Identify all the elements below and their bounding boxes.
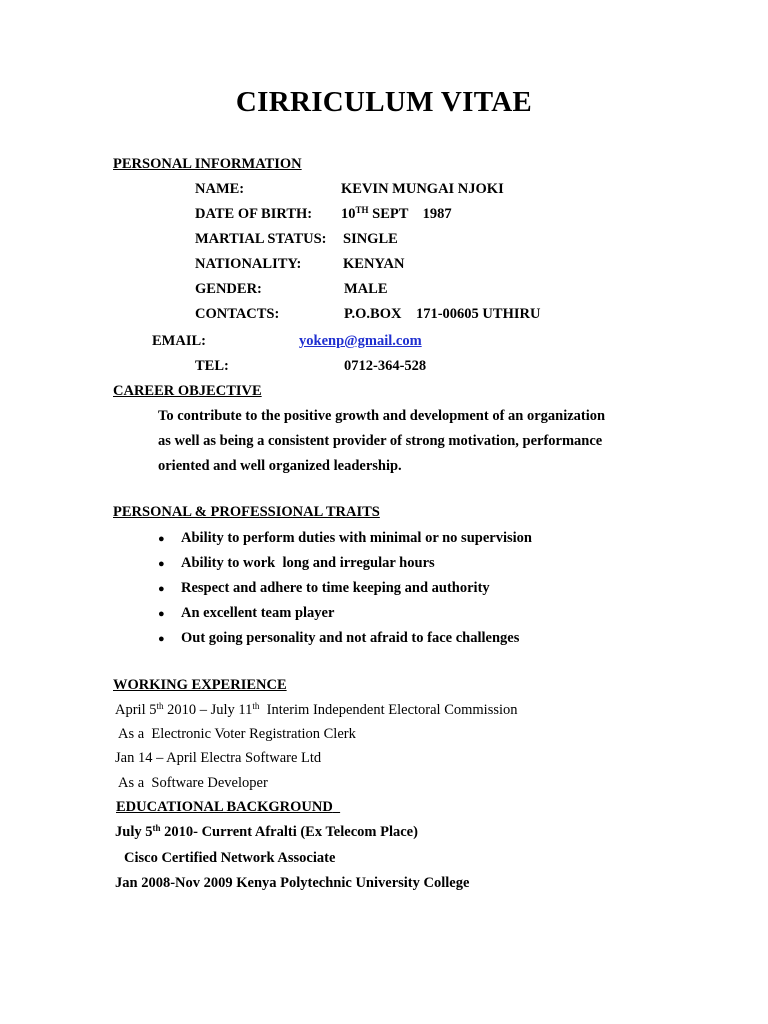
nationality-value: KENYAN	[343, 256, 405, 272]
name-value: KEVIN MUNGAI NJOKI	[341, 181, 504, 197]
marital-value: SINGLE	[343, 231, 398, 247]
experience-line: April 5th 2010 – July 11th Interim Independent Electoral Commission	[115, 701, 518, 718]
email-link[interactable]: yokenp@gmail.com	[299, 333, 422, 349]
marital-label: MARTIAL STATUS:	[195, 231, 327, 247]
trait-item: An excellent team player	[181, 605, 335, 621]
gender-label: GENDER:	[195, 281, 262, 297]
traits-heading: PERSONAL & PROFESSIONAL TRAITS	[113, 504, 380, 520]
email-label: EMAIL:	[152, 333, 206, 349]
education-line: Cisco Certified Network Associate	[124, 850, 336, 866]
experience-line: Jan 14 – April Electra Software Ltd	[115, 750, 322, 766]
experience-line: As a Software Developer	[118, 775, 268, 791]
personal-info-heading: PERSONAL INFORMATION	[113, 156, 302, 172]
contacts-label: CONTACTS:	[195, 306, 280, 322]
career-line: as well as being a consistent provider of strong motivation, performance	[158, 433, 603, 449]
trait-item: Respect and adhere to time keeping and authority	[181, 580, 490, 596]
trait-item: Ability to perform duties with minimal or no supervision	[181, 530, 532, 546]
gender-value: MALE	[344, 281, 388, 297]
dob-label: DATE OF BIRTH:	[195, 206, 313, 222]
tel-label: TEL:	[195, 358, 229, 374]
contacts-value: P.O.BOX 171-00605 UTHIRU	[344, 306, 541, 322]
career-line: To contribute to the positive growth and development of an organization	[158, 408, 606, 424]
bullet-icon: ●	[158, 633, 165, 645]
experience-line: As a Electronic Voter Registration Clerk	[118, 726, 356, 742]
nationality-label: NATIONALITY:	[195, 256, 302, 272]
document-title: CIRRICULUM VITAE	[235, 86, 533, 118]
bullet-icon: ●	[158, 608, 165, 620]
education-heading: EDUCATIONAL BACKGROUND	[116, 799, 333, 815]
name-label: NAME:	[195, 181, 245, 197]
bullet-icon: ●	[158, 533, 165, 545]
bullet-icon: ●	[158, 558, 165, 570]
career-objective-heading: CAREER OBJECTIVE	[113, 383, 262, 399]
trait-item: Ability to work long and irregular hours	[181, 555, 435, 571]
tel-value: 0712-364-528	[344, 358, 427, 374]
education-line: Jan 2008-Nov 2009 Kenya Polytechnic University College	[115, 875, 470, 891]
dob-value: 10TH SEPT 1987	[341, 205, 452, 222]
bullet-icon: ●	[158, 583, 165, 595]
education-line: July 5th 2010- Current Afralti (Ex Telecom Place)	[115, 823, 418, 840]
trait-item: Out going personality and not afraid to face challenges	[181, 630, 520, 646]
experience-heading: WORKING EXPERIENCE	[113, 677, 287, 693]
career-line: oriented and well organized leadership.	[158, 458, 402, 474]
